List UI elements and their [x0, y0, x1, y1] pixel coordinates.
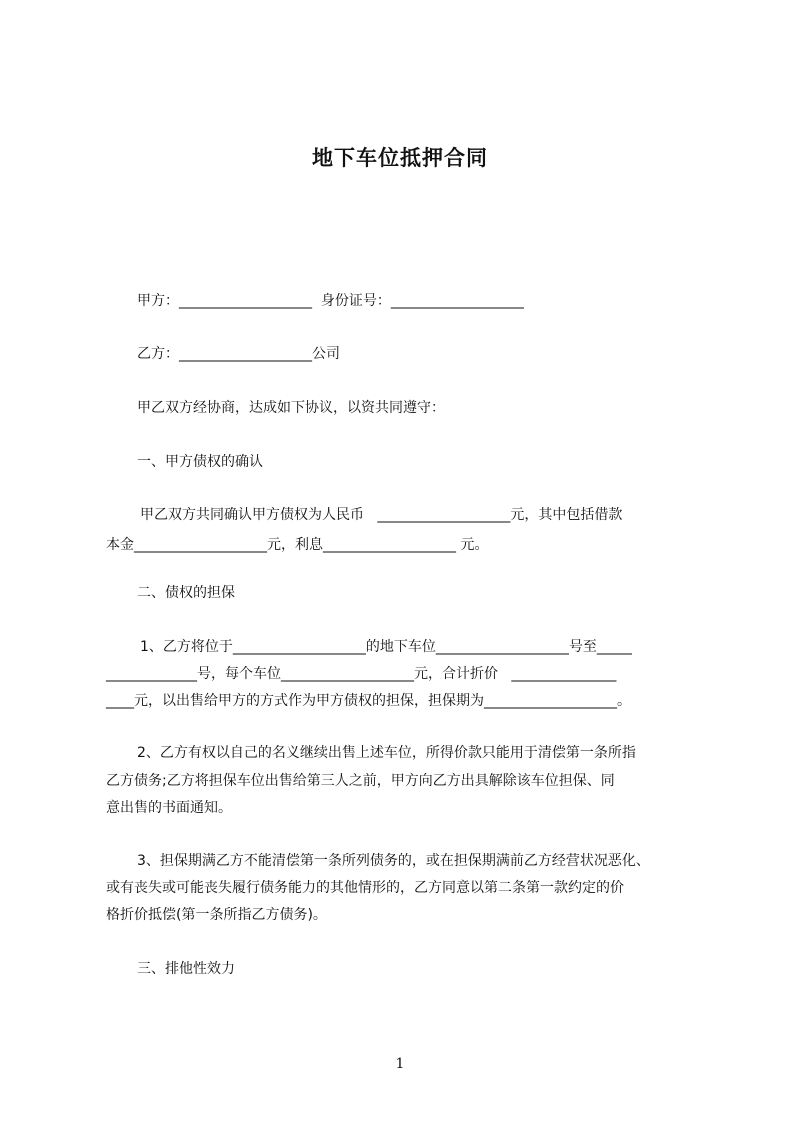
clause3-line-3: 格折价抵偿(第一条所指乙方债务)。: [106, 907, 327, 923]
clause2-line-1: 2、乙方有权以自己的名义继续出售上述车位，所得价款只能用于清偿第一条所指: [137, 745, 636, 761]
section1-heading: 一、甲方债权的确认: [137, 454, 263, 470]
clause3-line-2: 或有丧失或可能丧失履行债务能力的其他情形的，乙方同意以第二条第一款约定的价: [106, 880, 624, 896]
section1-line-1: 甲乙双方共同确认甲方债权为人民币 ___________________元，其中包括借款: [140, 507, 623, 523]
clause2-line-2: 乙方债务;乙方将担保车位出售给第三人之前，甲方向乙方出具解除该车位担保、同: [106, 773, 615, 789]
party-b-line: 乙方：___________________公司: [137, 346, 340, 362]
intro-paragraph: 甲乙双方经协商，达成如下协议，以资共同遵守：: [137, 400, 445, 416]
clause1-line-1: 1、乙方将位于___________________的地下车位___________________号至_____: [140, 639, 632, 655]
document-title: 地下车位抵押合同: [312, 146, 488, 170]
section3-heading: 三、排他性效力: [137, 961, 235, 977]
party-a-line: 甲方：___________________ 身份证号：___________________: [137, 293, 524, 309]
page-number: 1: [395, 1056, 405, 1072]
section2-heading: 二、债权的担保: [137, 585, 235, 601]
section1-line-2: 本金___________________元，利息___________________ 元。: [106, 537, 489, 553]
clause1-line-3: ____元，以出售给甲方的方式作为甲方债权的担保，担保期为___________________。: [106, 693, 631, 709]
clause3-line-1: 3、担保期满乙方不能清偿第一条所列债务的，或在担保期满前乙方经营状况恶化、: [137, 853, 650, 869]
clause2-line-3: 意出售的书面通知。: [106, 800, 232, 816]
clause1-line-2: _____________号，每个车位___________________元，合计折价 _______________: [106, 666, 617, 682]
